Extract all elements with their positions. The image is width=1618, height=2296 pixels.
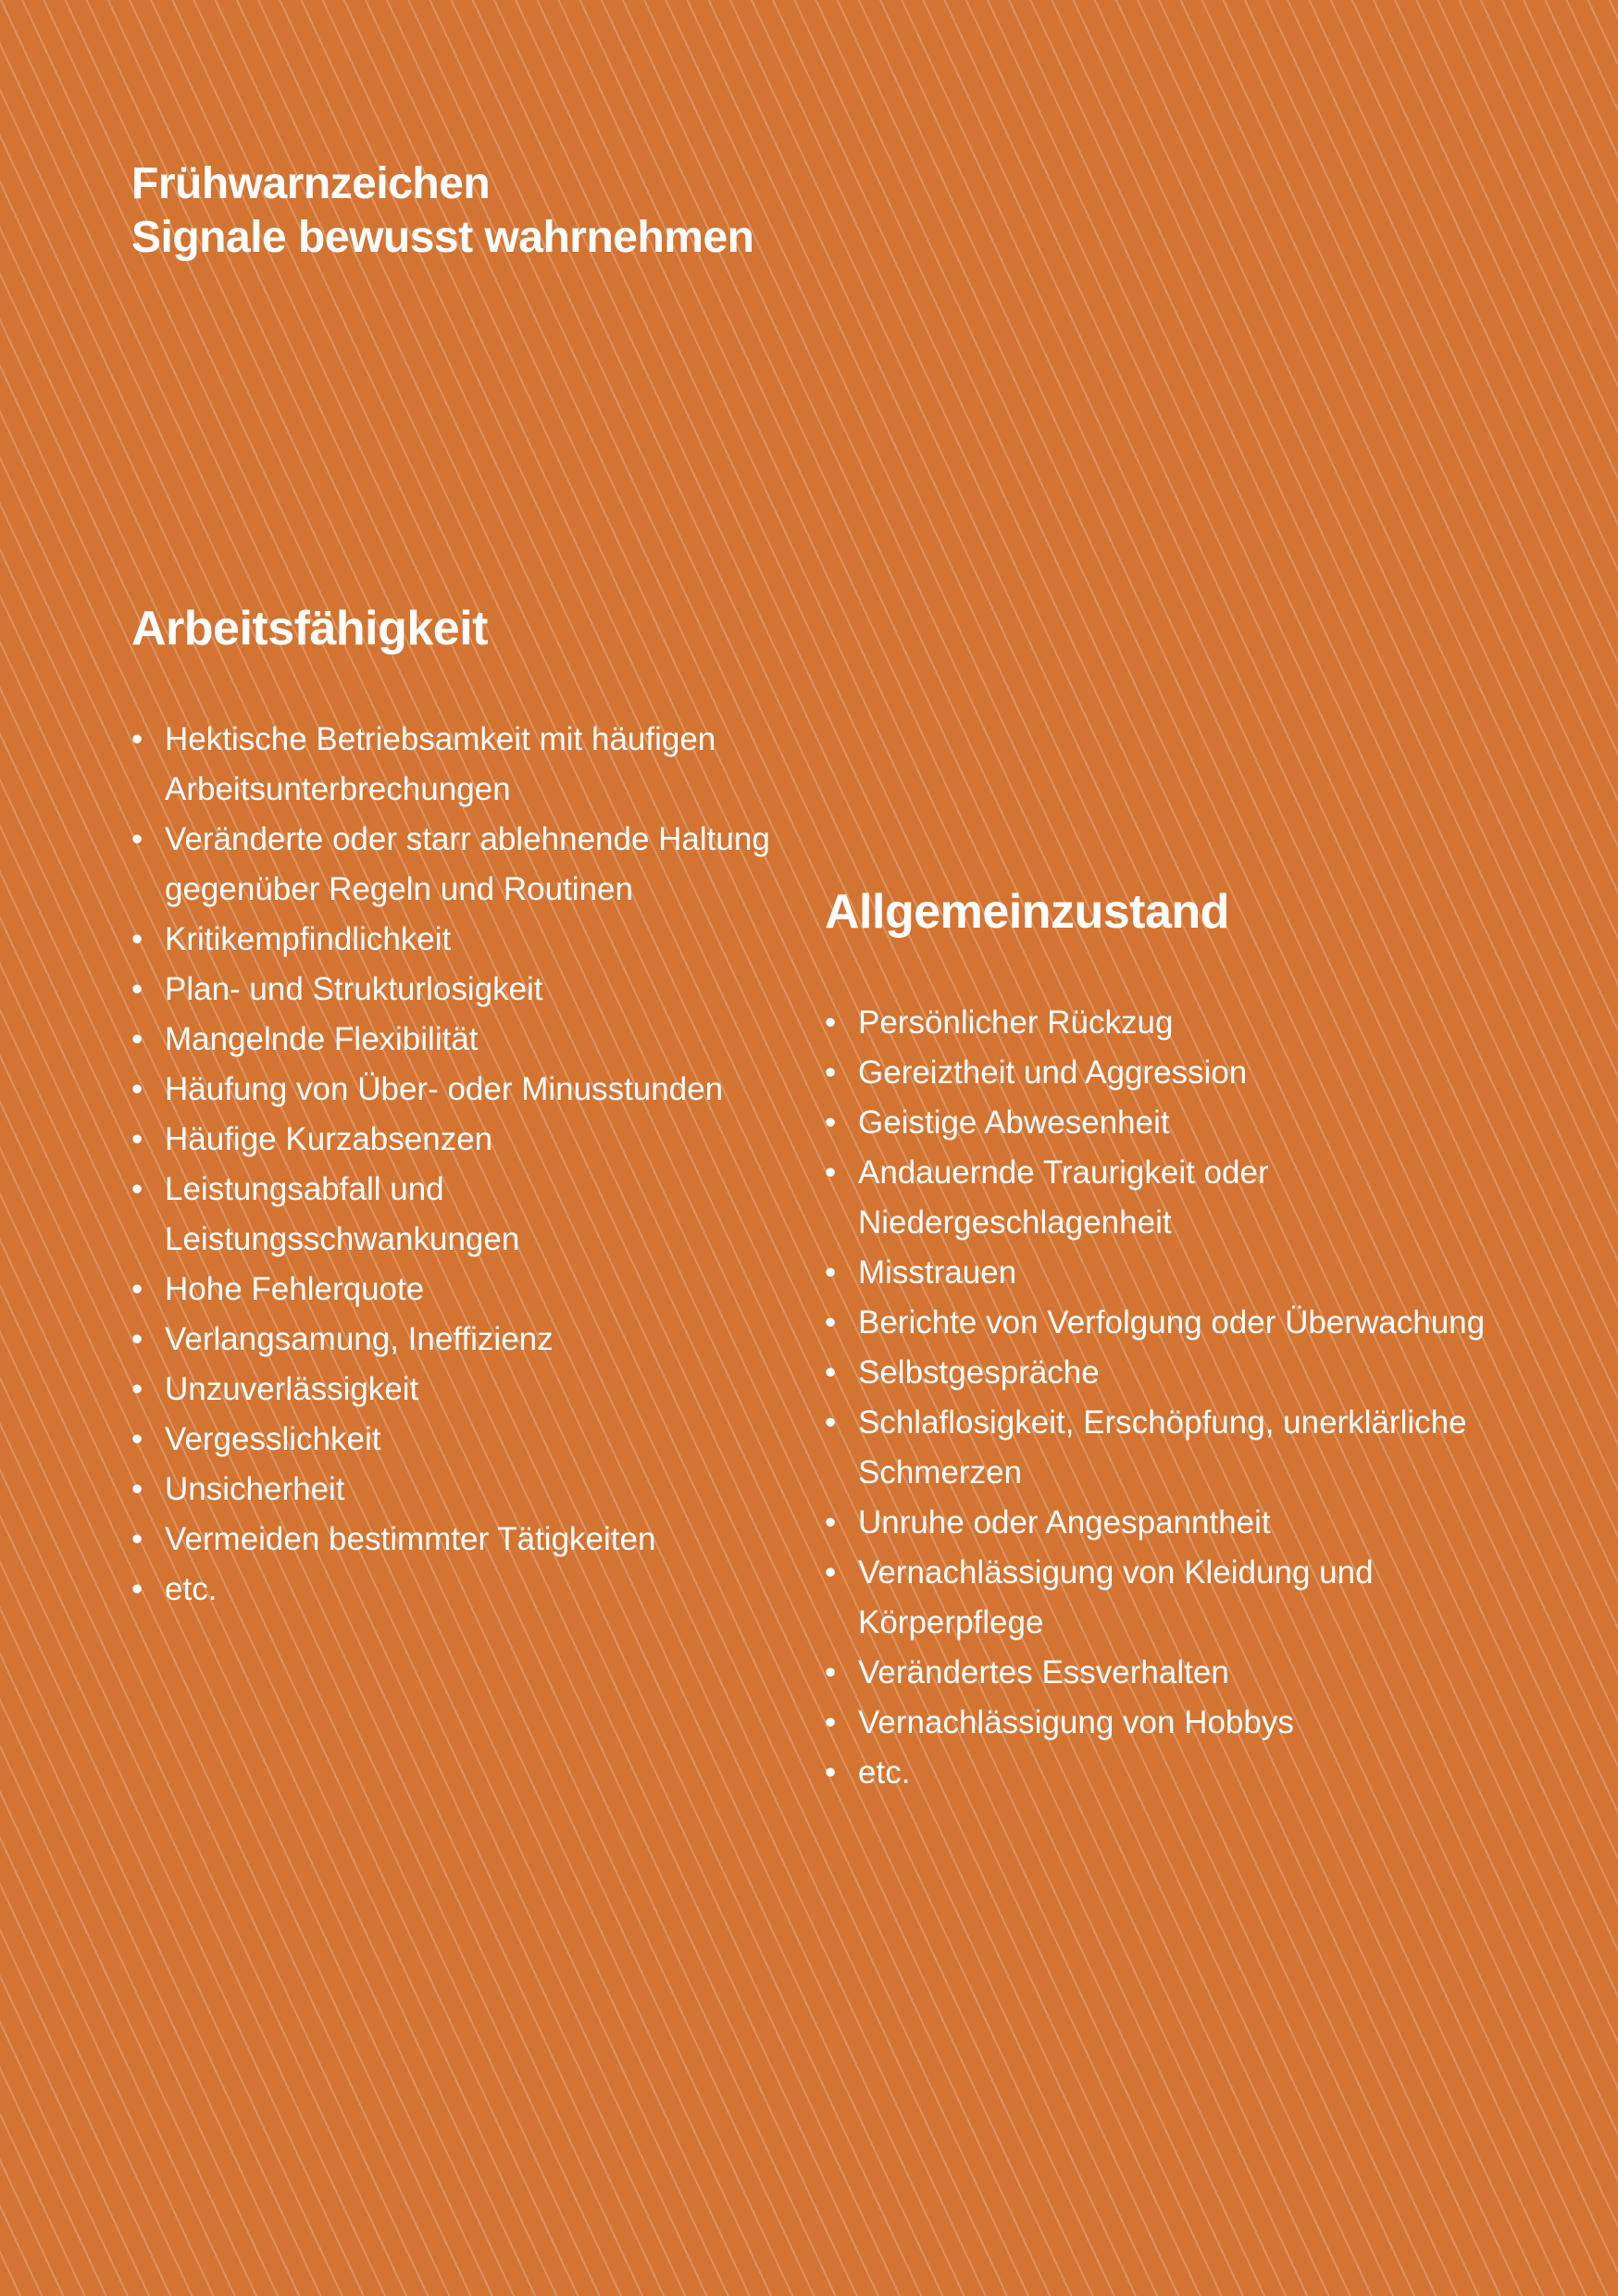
list-item: • Gereiztheit und Aggression [825,1048,1528,1098]
list-item: • Vergesslichkeit [131,1415,798,1465]
list-item: • Kritikempfindlichkeit [131,915,798,965]
list-item: • Andauernde Traurigkeit oder Niedergeschlagenheit [825,1148,1528,1248]
list-item: • etc. [825,1748,1528,1798]
list-item: • Selbstgespräche [825,1348,1528,1398]
page-title-line-1: Frühwarnzeichen [131,159,491,208]
bullet-list-allgemeinzustand [825,998,1528,1798]
list-item: • Hohe Fehlerquote [131,1265,798,1315]
list-item: • Häufige Kurzabsenzen [131,1115,798,1165]
list-item: • Unzuverlässigkeit [131,1365,798,1415]
list-item: • Vermeiden bestimmter Tätigkeiten [131,1515,798,1565]
list-item: • Misstrauen [825,1248,1528,1298]
list-item: • Mangelnde Flexibilität [131,1015,798,1065]
list-item: • Schlaflosigkeit, Erschöpfung, unerklärliche Schmerzen [825,1398,1528,1498]
section-arbeitsfaehigkeit [131,596,798,1615]
list-item: • etc. [131,1565,798,1615]
list-item: • Berichte von Verfolgung oder Überwachung [825,1298,1528,1348]
list-item: • Persönlicher Rückzug [825,998,1528,1048]
page-title-line-2: Signale bewusst wahrnehmen [131,213,754,262]
list-item: • Leistungsabfall und Leistungsschwankungen [131,1165,798,1265]
section-heading-allgemeinzustand: Allgemeinzustand [825,885,1229,939]
list-item: • Unsicherheit [131,1465,798,1515]
list-item: • Verändertes Essverhalten [825,1648,1528,1698]
list-item: • Veränderte oder starr ablehnende Haltung gegenüber Regeln und Routinen [131,815,798,915]
section-heading-arbeitsfaehigkeit: Arbeitsfähigkeit [131,602,488,655]
list-item: • Vernachlässigung von Kleidung und Körperpflege [825,1548,1528,1648]
bullet-list-arbeitsfaehigkeit [131,715,798,1615]
section-allgemeinzustand [825,880,1528,1798]
list-item: • Verlangsamung, Ineffizienz [131,1315,798,1365]
list-item: • Geistige Abwesenheit [825,1098,1528,1148]
list-item: • Häufung von Über- oder Minusstunden [131,1065,798,1115]
list-item: • Vernachlässigung von Hobbys [825,1698,1528,1748]
list-item: • Plan- und Strukturlosigkeit [131,965,798,1015]
page-title [131,157,754,265]
list-item: • Hektische Betriebsamkeit mit häufigen Arbeitsunterbrechungen [131,715,798,815]
list-item: • Unruhe oder Angespanntheit [825,1498,1528,1548]
